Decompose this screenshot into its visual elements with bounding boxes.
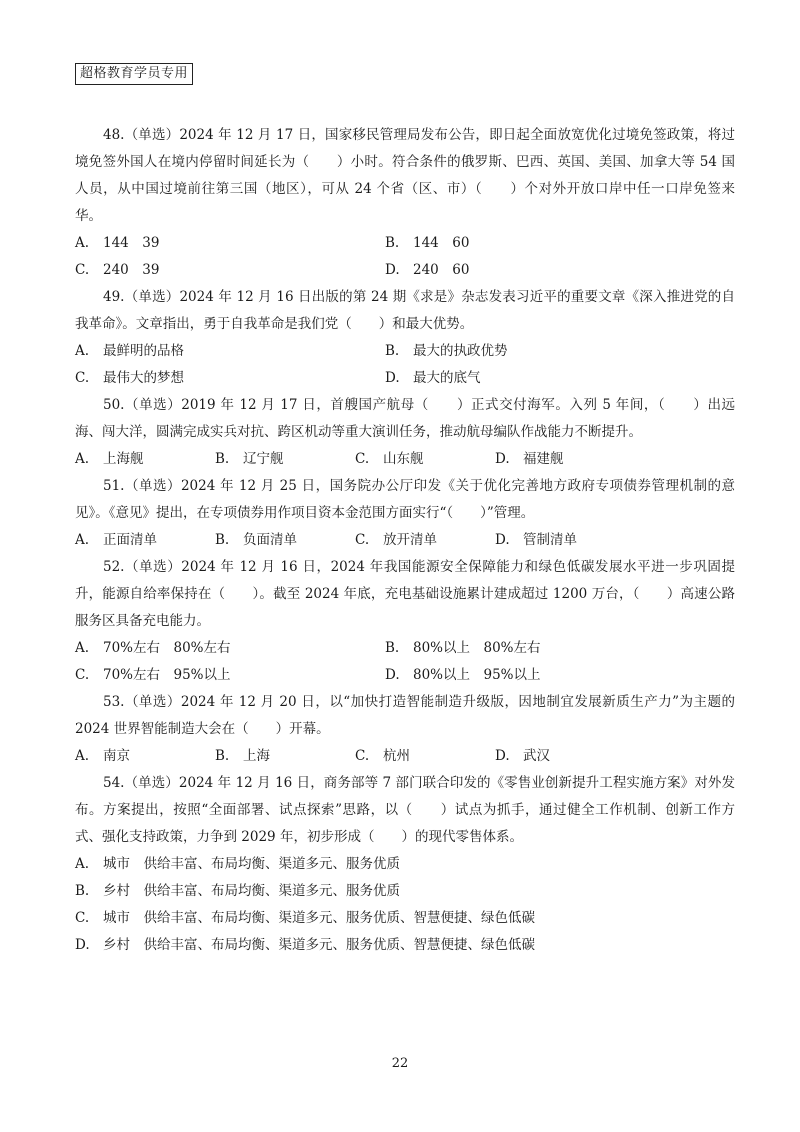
option-c [75,365,385,392]
question-50 [75,392,735,473]
option-letter: A. [75,640,90,656]
option-letter: D. [495,532,510,548]
option-d [385,257,695,284]
option-text: 240 39 [103,262,160,278]
option-text: 武汉 [523,748,550,764]
option-letter: D. [385,370,400,386]
option-text: 70%左右 95%以上 [103,667,231,683]
option-letter: C. [355,532,370,548]
option-letter: D. [495,451,510,467]
option-letter: D. [495,748,510,764]
option-a [75,743,215,770]
option-text: 山东舰 [383,451,424,467]
option-letter: A. [75,532,90,548]
question-49 [75,284,735,392]
question-text: 54.（单选）2024 年 12 月 16 日，商务部等 7 部门联合印发的《零售业创新提升工程实施方案》对外发布。方案提出，按照“全面部署、试点探索”思路，以（ ）试点为抓手，通过健全工作机制、创新工作方式、强化支持政策，力争到 2029 年，初步形成（ ）的现代零售体系。 [75,775,735,845]
option-text: 上海舰 [103,451,144,467]
option-text: 放开清单 [383,532,437,548]
option-b [385,338,695,365]
option-text: 最大的底气 [413,370,481,386]
option-text: 正面清单 [103,532,157,548]
question-text: 48.（单选）2024 年 12 月 17 日，国家移民管理局发布公告，即日起全面放宽优化过境免签政策，将过境免签外国人在境内停留时间延长为（ ）小时。符合条件的俄罗斯、巴西、英国、美国、加拿大等 54 国人员，从中国过境前往第三国（地区），可从 24 个省（区、市）（ ）个对外开放口岸中任一口岸免签来华。 [75,127,735,224]
option-b [75,878,735,905]
option-c [355,446,495,473]
question-52 [75,554,735,689]
option-text: 城市 供给丰富、布局均衡、渠道多元、服务优质 [103,856,400,872]
question-54 [75,770,735,959]
option-b [215,743,355,770]
option-text: 240 60 [413,262,470,278]
question-text: 50.（单选）2019 年 12 月 17 日，首艘国产航母（ ）正式交付海军。入列 5 年间，（ ）出远海、闯大洋，圆满完成实兵对抗、跨区机动等重大演训任务，推动航母编队作战能力不断提升。 [75,397,735,440]
option-d [75,932,735,959]
question-text: 52.（单选）2024 年 12 月 16 日，2024 年我国能源安全保障能力和绿色低碳发展水平进一步巩固提升，能源自给率保持在（ ）。截至 2024 年底，充电基础设施累计建成超过 1200 万台，（ ）高速公路服务区具备充电能力。 [75,559,735,629]
option-b [215,446,355,473]
option-text: 144 60 [413,235,470,251]
option-d [495,743,635,770]
option-text: 福建舰 [523,451,564,467]
option-text: 70%左右 80%左右 [103,640,231,656]
option-letter: A. [75,235,90,251]
option-text: 80%以上 80%左右 [413,640,541,656]
option-letter: D. [75,937,90,953]
option-letter: A. [75,856,90,872]
option-letter: A. [75,748,90,764]
option-letter: B. [215,748,230,764]
option-letter: B. [215,532,230,548]
question-text: 53.（单选）2024 年 12 月 20 日，以“加快打造智能制造升级版，因地制宜发展新质生产力”为主题的 2024 世界智能制造大会在（ ）开幕。 [75,694,735,737]
option-text: 南京 [103,748,130,764]
options [75,851,735,959]
option-letter: B. [385,235,400,251]
options [75,743,735,770]
option-c [75,662,385,689]
page-number: 22 [391,1056,409,1071]
option-text: 管制清单 [523,532,577,548]
option-a [75,338,385,365]
option-text: 乡村 供给丰富、布局均衡、渠道多元、服务优质 [103,883,400,899]
option-text: 负面清单 [243,532,297,548]
question-text: 49.（单选）2024 年 12 月 16 日出版的第 24 期《求是》杂志发表习近平的重要文章《深入推进党的自我革命》。文章指出，勇于自我革命是我们党（ ）和最大优势。 [75,289,735,332]
option-d [495,527,635,554]
question-48 [75,122,735,284]
option-b [385,635,695,662]
question-53 [75,689,735,770]
option-letter: C. [75,370,90,386]
option-text: 辽宁舰 [243,451,284,467]
option-b [385,230,695,257]
option-letter: C. [355,451,370,467]
option-letter: B. [215,451,230,467]
option-text: 144 39 [103,235,160,251]
option-d [495,446,635,473]
options [75,338,735,392]
option-text: 乡村 供给丰富、布局均衡、渠道多元、服务优质、智慧便捷、绿色低碳 [103,937,535,953]
option-text: 最大的执政优势 [413,343,508,359]
option-d [385,662,695,689]
option-letter: B. [385,640,400,656]
option-a [75,446,215,473]
option-letter: A. [75,343,90,359]
option-c [355,527,495,554]
option-text: 最伟大的梦想 [103,370,184,386]
option-letter: C. [75,262,90,278]
options [75,446,735,473]
option-d [385,365,695,392]
option-letter: C. [75,910,90,926]
option-b [215,527,355,554]
option-c [75,905,735,932]
option-a [75,635,385,662]
option-a [75,527,215,554]
option-c [75,257,385,284]
option-text: 上海 [243,748,270,764]
option-letter: D. [385,667,400,683]
options [75,527,735,554]
option-text: 80%以上 95%以上 [413,667,541,683]
options [75,635,735,689]
option-letter: C. [75,667,90,683]
option-c [355,743,495,770]
option-letter: B. [385,343,400,359]
option-text: 杭州 [383,748,410,764]
option-letter: C. [355,748,370,764]
option-letter: B. [75,883,90,899]
option-text: 城市 供给丰富、布局均衡、渠道多元、服务优质、智慧便捷、绿色低碳 [103,910,535,926]
question-51 [75,473,735,554]
option-a [75,230,385,257]
question-list [75,122,735,959]
question-text: 51.（单选）2024 年 12 月 25 日，国务院办公厅印发《关于优化完善地方政府专项债券管理机制的意见》。《意见》提出，在专项债券用作项目资本金范围方面实行“（ ）”管理。 [75,478,735,521]
option-a [75,851,735,878]
option-letter: A. [75,451,90,467]
option-letter: D. [385,262,400,278]
option-text: 最鲜明的品格 [103,343,184,359]
options [75,230,735,284]
header-stamp: 超格教育学员专用 [75,63,193,85]
